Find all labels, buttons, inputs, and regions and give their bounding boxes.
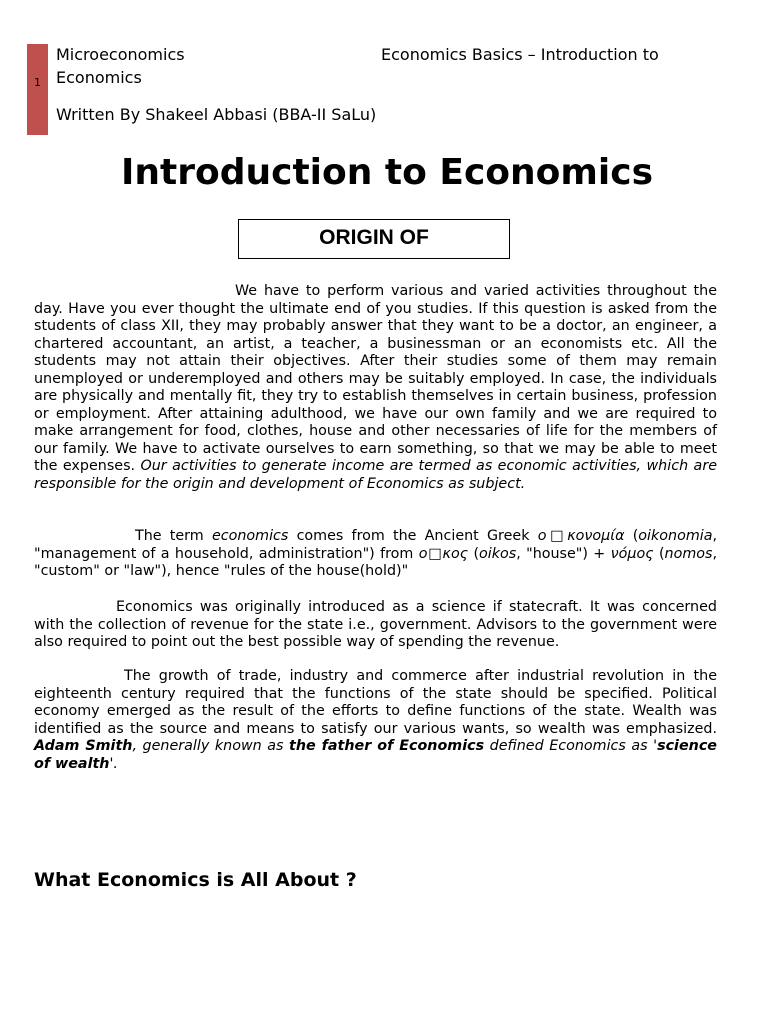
etym-greek-oikonomia: ο□κονομία (537, 528, 625, 544)
wealth-italic-2: defined Economics as ' (489, 738, 658, 754)
paragraph-statecraft (34, 599, 717, 652)
page-number: 1 (34, 76, 41, 89)
etym-oikonomia: oikonomia (638, 528, 713, 544)
etym-text-2: comes from the Ancient Greek (296, 528, 530, 544)
etym-text-4: , "management of a household, administration") from (34, 528, 718, 562)
header-chapter: Economics Basics – Introduction to (381, 45, 659, 64)
page-number-tab (27, 44, 48, 135)
paragraph-activities-text: We have to perform various and varied activities throughout the day. Have you ever thought the ultimate end of you studies. If this question is asked from the students of class XII, they may probably answer that they want to be a doctor, an engineer, a chartered accountant, an artist, a teacher, a businessman or an economists etc. All the students may not attain their objectives. After their studies some of them may remain unemployed or underemployed and others may be suitably employed. In case, the individuals are physically and mentally fit, they try to establish themselves in certain business, profession or employment. After attaining adulthood, we have our own family and we are required to make arrangement for food, clothes, house and other necessaries of life for the members of our family. We have to activate ourselves to earn something, so that we may be able to meet the expenses. (34, 283, 717, 474)
paragraph-wealth-text: The growth of trade, industry and commerce after industrial revolution in the eighteenth century required that the functions of the state should be specified. Political economy emerged as the result of the efforts to define functions of the state. Wealth was identified as the source and means to satisfy our various wants, so wealth was emphasized. (34, 668, 717, 737)
header-subject: Microeconomics (56, 45, 185, 64)
etym-text-5: ( (473, 545, 480, 562)
wealth-italic-3: '. (109, 755, 118, 772)
etym-text-1: The term (135, 528, 204, 544)
section-heading-box: ORIGIN OF (238, 219, 510, 259)
etym-text-8: , "custom" or "law"), hence "rules of the house(hold)" (34, 545, 717, 579)
etym-greek-oikos: ο□κος (418, 545, 469, 562)
wealth-italic-1: , generally known as (132, 738, 284, 754)
etym-greek-nomos: νόμος (610, 545, 654, 562)
paragraph-activities (34, 283, 717, 493)
paragraph-activities-italic: Our activities to generate income are termed as economic activities, which are responsible for the origin and development of Economics as subject. (34, 458, 717, 492)
etym-text-6: , "house") + (516, 545, 606, 562)
header-chapter-continued: Economics (56, 68, 142, 87)
science-of-wealth: science of wealth (34, 738, 717, 772)
etym-term-economics: economics (211, 528, 289, 544)
adam-smith: Adam Smith (34, 738, 133, 754)
paragraph-statecraft-text: Economics was originally introduced as a science if statecraft. It was concerned with the collection of revenue for the state i.e., government. Advisors to the government were also required to point out the best possible way of spending the revenue. (34, 599, 717, 650)
paragraph-wealth (34, 668, 717, 773)
author-line: Written By Shakeel Abbasi (BBA-II SaLu) (56, 105, 377, 124)
father-of-economics: the father of Economics (288, 738, 485, 754)
etym-text-7: ( (658, 545, 665, 562)
paragraph-etymology (34, 528, 717, 581)
section-heading-what-economics: What Economics is All About ? (34, 869, 357, 891)
etym-nomos: nomos (664, 545, 713, 562)
page-title: Introduction to Economics (120, 152, 654, 193)
etym-text-3: ( (632, 528, 639, 544)
etym-oikos: oikos (479, 545, 517, 562)
